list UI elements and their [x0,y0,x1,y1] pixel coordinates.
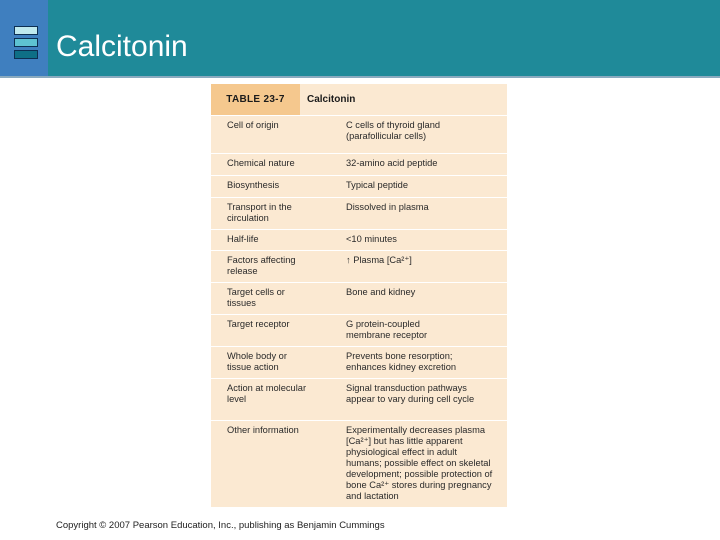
stacked-bars-icon [14,26,38,62]
row-value: Signal transduction pathways appear to vary during cell cycle [346,383,475,404]
table-header [211,84,507,115]
calcitonin-table [211,84,507,507]
table-row [211,229,507,250]
slide-header [0,0,720,76]
row-value: G protein-coupled membrane receptor [346,319,428,340]
row-label: Factors affecting release [227,255,296,276]
table-row [211,115,507,153]
stack-bar-middle [14,38,38,47]
table-row [211,153,507,175]
table-row [211,282,507,314]
table-row [211,420,507,507]
row-value: C cells of thyroid gland (parafollicular cells) [346,120,441,141]
table-row [211,314,507,346]
row-value: Dissolved in plasma [346,202,429,212]
row-label: Chemical nature [227,158,295,168]
header-accent-block [0,0,48,76]
row-label: Biosynthesis [227,180,280,190]
row-value: Prevents bone resorption; enhances kidney excretion [346,351,457,372]
slide-title: Calcitonin [56,30,188,63]
table-row [211,197,507,229]
row-label: Other information [227,425,299,435]
row-label: Half-life [227,234,259,244]
table-number: TABLE 23-7 [211,84,300,115]
row-value: ↑ Plasma [Ca²⁺] [346,255,412,265]
table-name: Calcitonin [307,94,356,105]
header-divider [0,76,720,78]
stack-bar-top [14,26,38,35]
stack-bar-bottom [14,50,38,59]
row-value: Experimentally decreases plasma [Ca²⁺] but has little apparent physiological effect in adult humans; possible effect on skeletal development; possible protection of bone Ca²⁺ stores during pregnancy and lactation [346,425,493,501]
table-row [211,346,507,378]
copyright-notice: Copyright © 2007 Pearson Education, Inc., publishing as Benjamin Cummings [56,520,385,531]
row-label: Cell of origin [227,120,279,130]
table-row [211,378,507,420]
row-value: 32-amino acid peptide [346,158,438,168]
row-value: Typical peptide [346,180,409,190]
row-value: <10 minutes [346,234,397,244]
row-label: Whole body or tissue action [227,351,287,372]
table-row [211,175,507,197]
row-label: Action at molecular level [227,383,307,404]
table-row [211,250,507,282]
row-value: Bone and kidney [346,287,416,297]
row-label: Target cells or tissues [227,287,285,308]
row-label: Transport in the circulation [227,202,292,223]
row-label: Target receptor [227,319,290,329]
